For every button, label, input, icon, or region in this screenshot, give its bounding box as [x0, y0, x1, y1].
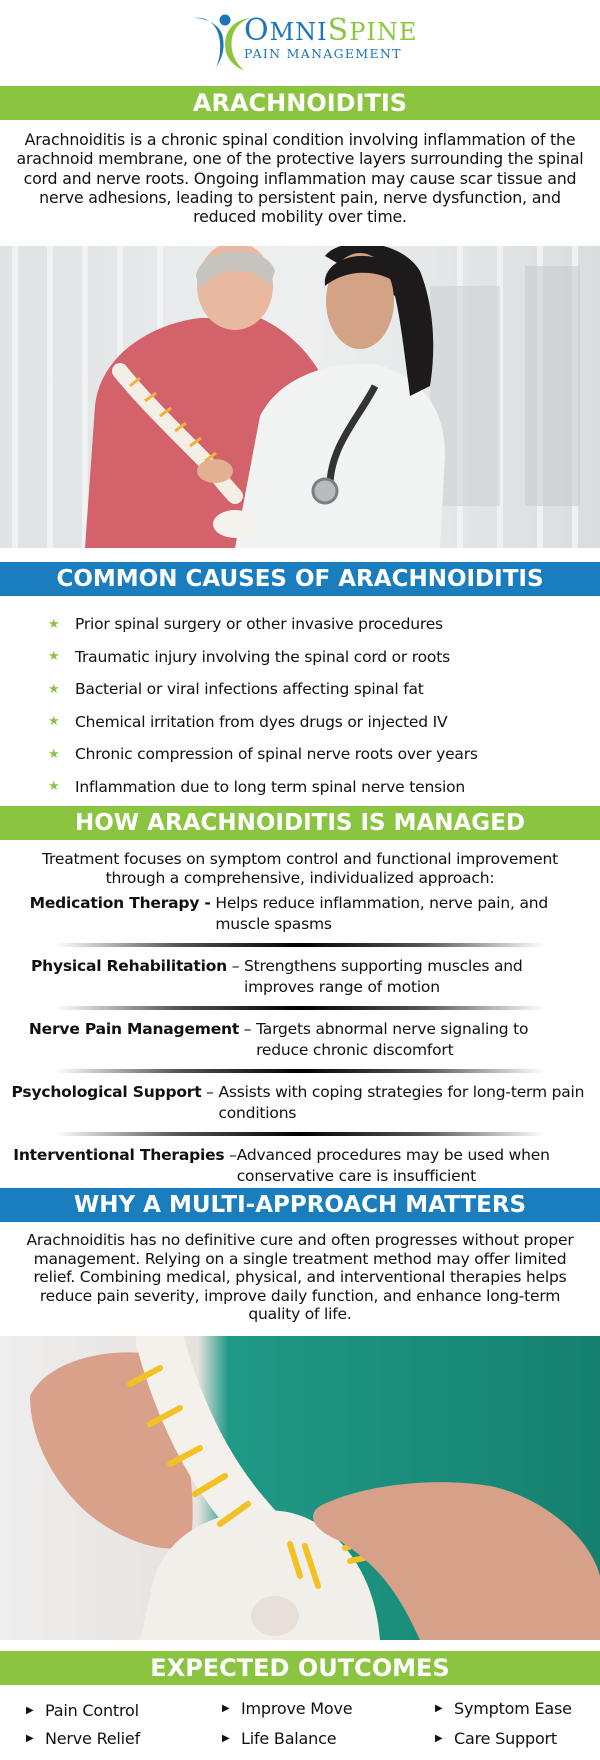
- intro-paragraph: Arachnoiditis is a chronic spinal condition involving inflammation of the arachnoid membrane, one of the protective layers surrounding the spinal cord and nerve roots. Ongoing inflammation may cause scar tissue and nerve adhesions, leading to persistent pain, nerve dysfunction, and reduced mobility over time.: [16, 130, 584, 227]
- multi-title: WHY A MULTI-APPROACH MATTERS: [73, 1192, 527, 1218]
- star-icon: ★: [48, 649, 60, 665]
- spine-model-photo: [0, 1336, 600, 1640]
- management-item: [0, 893, 600, 935]
- triangle-right-icon: ▶: [26, 1705, 34, 1716]
- management-title: HOW ARACHNOIDITIS IS MANAGED: [75, 810, 525, 836]
- outcome-item: ▶ Pain Control: [26, 1701, 139, 1720]
- cause-item: ★ Chemical irritation from dyes drugs or injected IV: [48, 712, 448, 731]
- omnispine-logo: [192, 12, 418, 70]
- outcomes-grid: [0, 1694, 600, 1756]
- doctor-patient-photo: [0, 246, 600, 548]
- cause-item: ★ Chronic compression of spinal nerve roots over years: [48, 745, 478, 764]
- outcome-item: ▶ Care Support: [435, 1729, 557, 1748]
- management-item: Interventional Therapies – Advanced procedures may be used when conservative care is insufficient: [0, 1145, 600, 1187]
- logo-figure-icon: [192, 12, 252, 70]
- management-title-banner: [0, 806, 600, 840]
- cause-item: ★ Traumatic injury involving the spinal cord or roots: [48, 647, 450, 666]
- multi-title-banner: [0, 1188, 600, 1222]
- management-item: Psychological Support – Assists with coping strategies for long-term pain conditions: [0, 1082, 600, 1124]
- causes-title-banner: [0, 562, 600, 596]
- causes-title: COMMON CAUSES OF ARACHNOIDITIS: [56, 566, 544, 592]
- intro-title-banner: [0, 86, 600, 120]
- star-icon: ★: [48, 714, 60, 730]
- cause-item: ★ Prior spinal surgery or other invasive procedures: [48, 615, 443, 634]
- management-item-desc: Helps reduce inflammation, nerve pain, and muscle spasms: [215, 894, 549, 933]
- triangle-right-icon: ▶: [435, 1703, 443, 1714]
- logo-wordmark: OMNISPINE: [244, 13, 418, 48]
- intro-title: ARACHNOIDITIS: [192, 89, 408, 117]
- triangle-right-icon: ▶: [26, 1733, 34, 1744]
- management-intro: Treatment focuses on symptom control and functional improvement through a comprehensive, individualized approach:: [42, 850, 558, 887]
- star-icon: ★: [48, 616, 60, 632]
- triangle-right-icon: ▶: [222, 1703, 230, 1714]
- star-icon: ★: [48, 746, 60, 762]
- management-item-name: Interventional Therapies: [13, 1146, 225, 1164]
- outcome-item: ▶ Improve Move: [222, 1699, 353, 1718]
- multi-paragraph: Arachnoiditis has no definitive cure and often progresses without proper management. Relying on a single treatment method may offer limited relief. Combining medical, physical, and interventional therapies helps reduce pain severity, improve daily function, and enhance long-term quality of life.: [26, 1231, 574, 1324]
- outcome-item: ▶ Life Balance: [222, 1729, 337, 1748]
- management-item-desc: Targets abnormal nerve signaling to reduce chronic discomfort: [256, 1020, 529, 1059]
- management-item-desc: Assists with coping strategies for long-term pain conditions: [218, 1083, 585, 1122]
- divider: [55, 1132, 545, 1136]
- outcome-item: ▶ Symptom Ease: [435, 1699, 572, 1718]
- management-item: Physical Rehabilitation – Strengthens supporting muscles and improves range of motion: [0, 956, 600, 998]
- divider: [55, 1006, 545, 1010]
- management-item-desc: Strengthens supporting muscles and improves range of motion: [244, 957, 523, 996]
- management-list: [0, 893, 600, 1187]
- management-item-name: Physical Rehabilitation: [30, 957, 228, 975]
- star-icon: ★: [48, 779, 60, 795]
- outcomes-title: EXPECTED OUTCOMES: [150, 1654, 450, 1682]
- management-item-desc: Advanced procedures may be used when conservative care is insufficient: [236, 1146, 550, 1185]
- divider: [55, 943, 545, 947]
- outcomes-title-banner: [0, 1651, 600, 1685]
- management-item-name: Medication Therapy -: [29, 894, 211, 912]
- cause-item: ★ Inflammation due to long term spinal nerve tension: [48, 777, 465, 796]
- management-item-name: Nerve Pain Management: [28, 1020, 240, 1038]
- management-item: Nerve Pain Management – Targets abnormal nerve signaling to reduce chronic discomfort: [0, 1019, 600, 1061]
- causes-list: [48, 608, 568, 803]
- triangle-right-icon: ▶: [222, 1733, 230, 1744]
- outcome-item: ▶ Nerve Relief: [26, 1729, 140, 1748]
- triangle-right-icon: ▶: [435, 1733, 443, 1744]
- star-icon: ★: [48, 681, 60, 697]
- divider: [55, 1069, 545, 1073]
- logo-tagline: PAIN MANAGEMENT: [244, 46, 402, 61]
- cause-item: ★ Bacterial or viral infections affecting spinal fat: [48, 680, 424, 699]
- management-item-name: Psychological Support: [11, 1083, 202, 1101]
